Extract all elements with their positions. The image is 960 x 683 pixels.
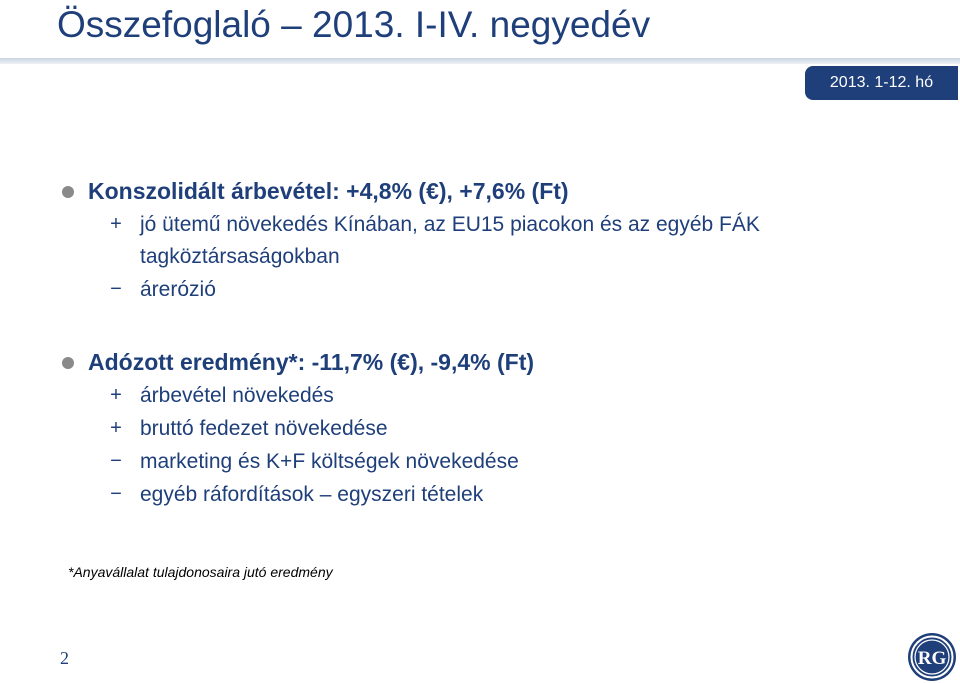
footnote: *Anyavállalat tulajdonosaira jutó eredmény [68, 564, 333, 580]
list-item [60, 209, 940, 273]
plus-marker: + [110, 213, 122, 235]
list-item [60, 413, 940, 445]
slide-title: Összefoglaló – 2013. I-IV. negyedév [57, 4, 651, 45]
plus-marker: + [110, 384, 122, 406]
minus-marker: − [110, 278, 122, 300]
list-item-text: egyéb ráfordítások – egyszeri tételek [140, 483, 484, 506]
richter-logo-icon [906, 631, 958, 683]
bullet-revenue [60, 176, 940, 208]
page-number: 2 [60, 648, 69, 668]
bullet-dot-icon [62, 357, 74, 369]
list-item [60, 380, 940, 412]
period-badge: 2013. 1-12. hó [805, 66, 958, 100]
logo-text: RG [917, 648, 947, 669]
title-divider [0, 58, 960, 64]
minus-marker: − [110, 450, 122, 472]
bullet-revenue-heading: Konszolidált árbevétel: +4,8% (€), +7,6% (Ft) [88, 178, 569, 204]
plus-marker: + [110, 417, 122, 439]
bullet-net-income [60, 347, 940, 379]
section-net-income [60, 347, 940, 511]
list-item-text: bruttó fedezet növekedése [140, 417, 388, 440]
list-item [60, 446, 940, 478]
list-item-text: árbevétel növekedés [140, 384, 334, 407]
bullet-net-income-heading: Adózott eredmény*: -11,7% (€), -9,4% (Ft) [88, 349, 535, 375]
list-item-text: marketing és K+F költségek növekedése [140, 450, 519, 473]
list-item-text: árerózió [140, 278, 216, 301]
list-item-text: jó ütemű növekedés Kínában, az EU15 piacokon és az egyéb FÁK tagköztársaságokban [140, 213, 760, 268]
section-revenue [60, 176, 940, 306]
bullet-dot-icon [62, 186, 74, 198]
list-item [60, 479, 940, 511]
minus-marker: − [110, 483, 122, 505]
list-item [60, 274, 940, 306]
